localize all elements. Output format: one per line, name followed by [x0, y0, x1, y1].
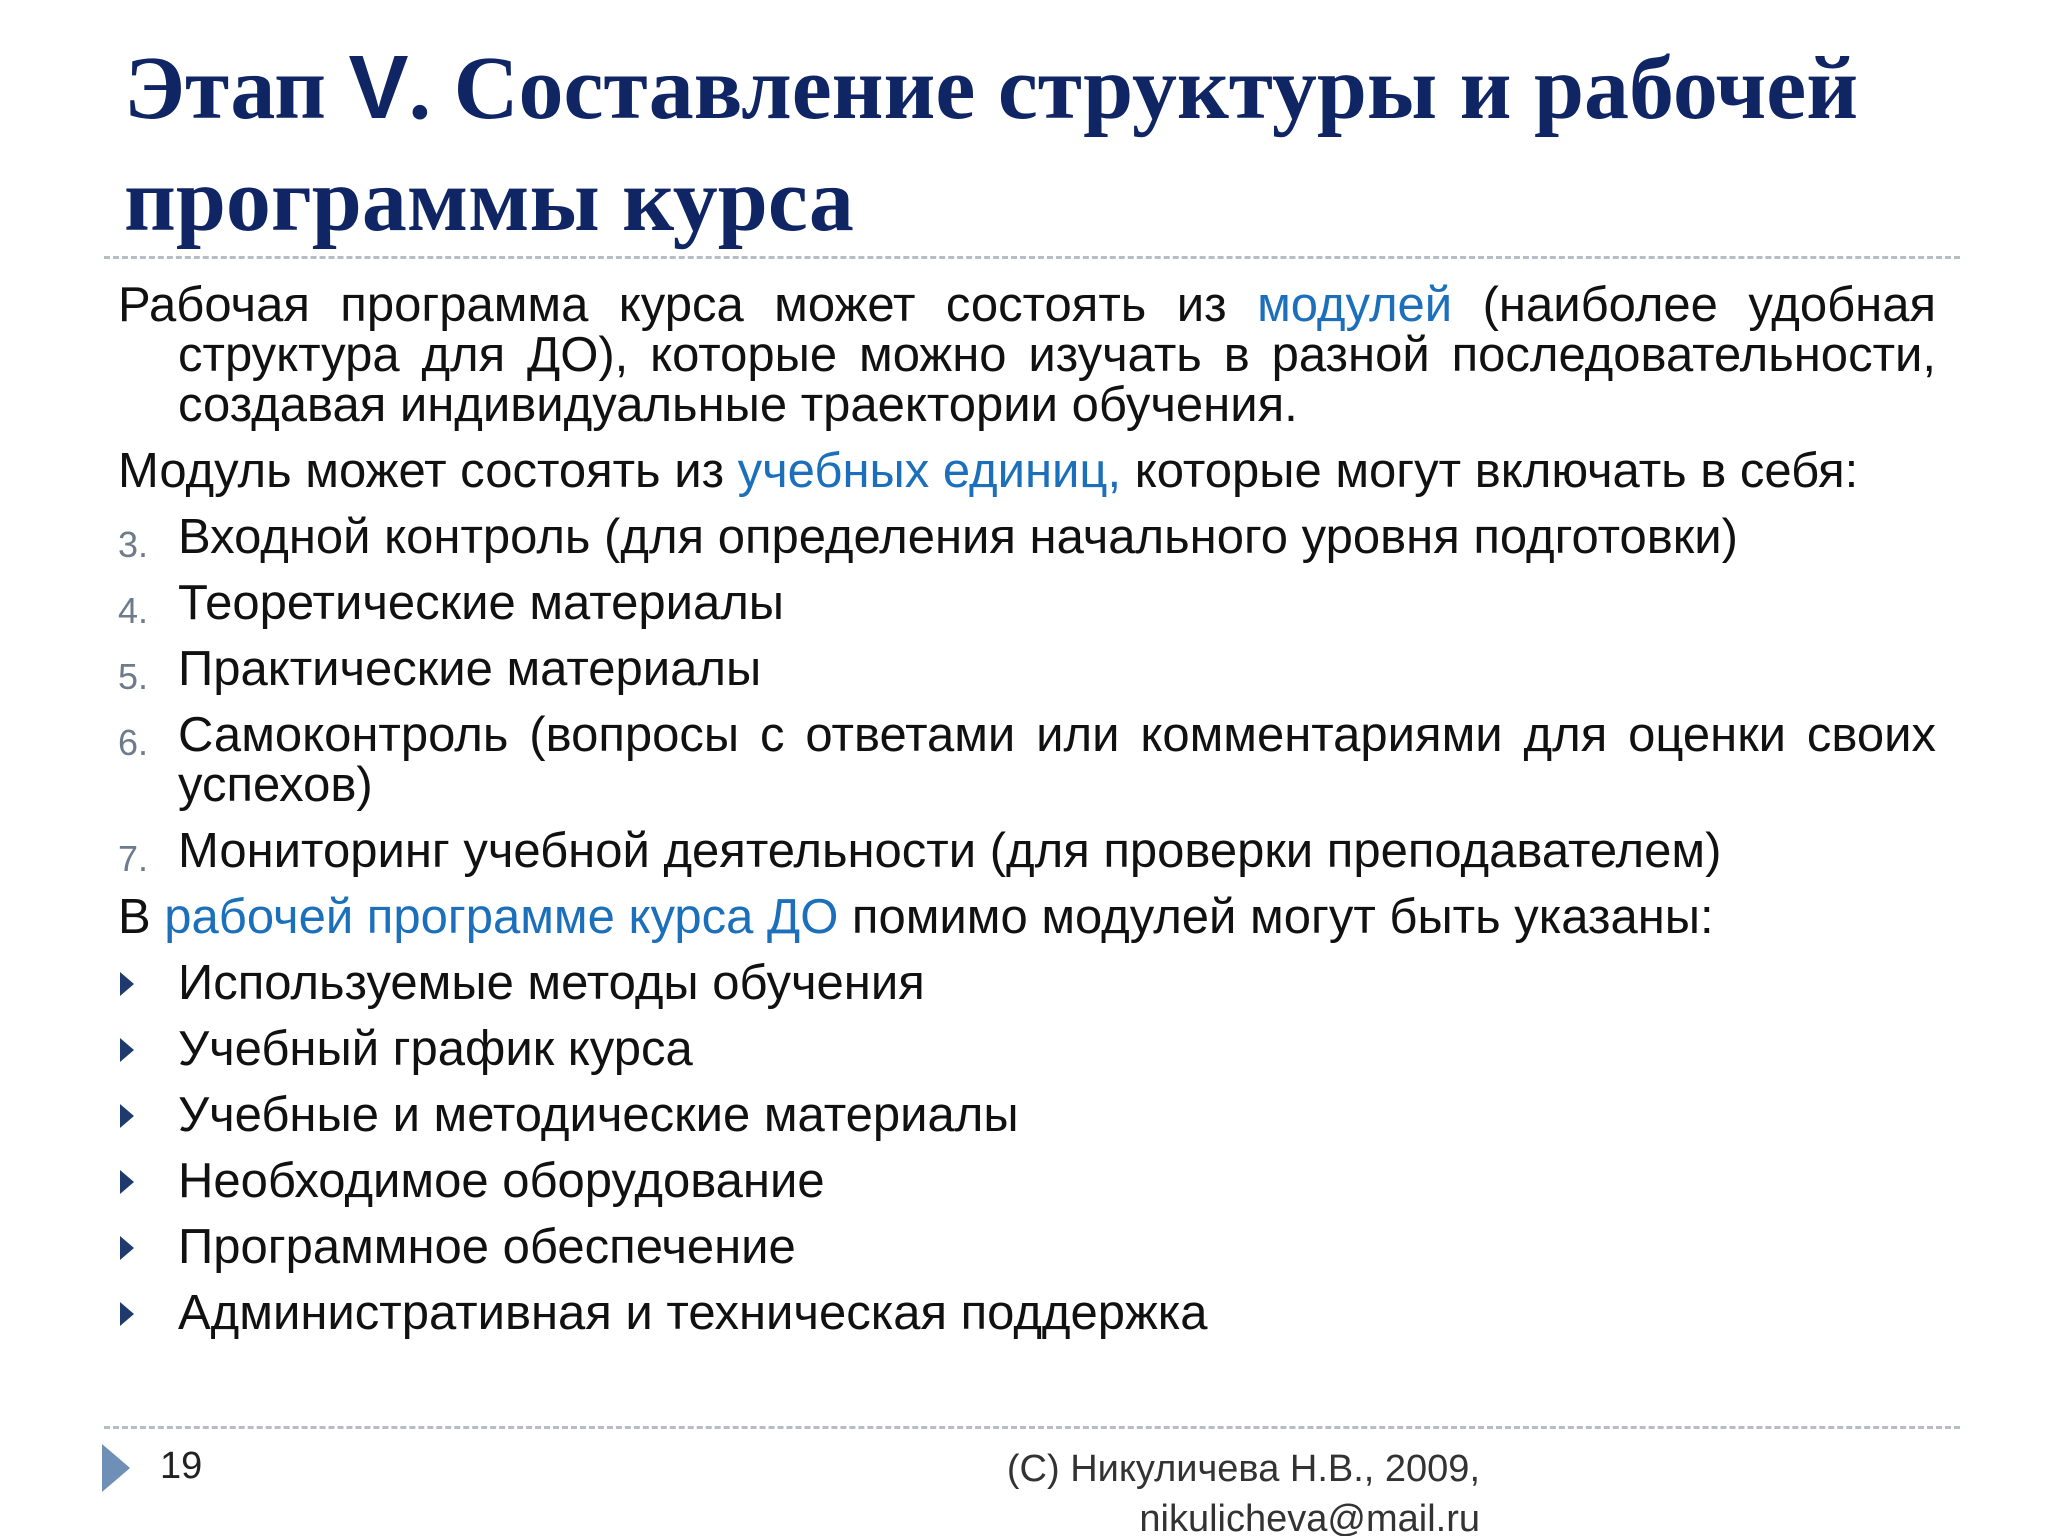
- list-item-text: Административная и техническая поддержка: [178, 1286, 1208, 1340]
- triangle-bullet-icon: [120, 1170, 134, 1194]
- list-item: [118, 1090, 1936, 1140]
- play-triangle-icon: [102, 1444, 130, 1492]
- title-prefix: Этап: [124, 39, 349, 138]
- list-item: [118, 824, 1936, 879]
- list-item: [118, 1024, 1936, 1074]
- list-item: [118, 958, 1936, 1008]
- list-item-text: Теоретические материалы: [178, 576, 785, 630]
- intro-paragraph-modules: [118, 280, 1936, 430]
- list-item-text: Входной контроль (для определения начального уровня подготовки): [178, 510, 1738, 564]
- intro-text: Рабочая программа курса может состоять из: [118, 278, 1258, 332]
- intro-text: (наиболее удобная структура для ДО), которые можно изучать в разной последовательности, создавая индивидуальные траектории обучения.: [178, 278, 1937, 432]
- list-item-text: Программное обеспечение: [178, 1220, 796, 1274]
- author-email: nikulicheva@mail.ru: [1139, 1498, 1480, 1536]
- title-roman-numeral: V: [348, 38, 409, 138]
- bottom-divider: [104, 1426, 1960, 1429]
- program-text: помимо модулей могут быть указаны:: [838, 890, 1714, 944]
- triangle-bullet-icon: [120, 1236, 134, 1260]
- triangle-bullet-icon: [120, 972, 134, 996]
- list-item: [118, 710, 1936, 810]
- list-item: [118, 1222, 1936, 1272]
- slide-title: [124, 32, 1984, 257]
- triangle-bullet-icon: [120, 1302, 134, 1326]
- list-item-text: Практические материалы: [178, 642, 762, 696]
- list-item-number: 4.: [118, 590, 149, 631]
- program-paragraph: [118, 892, 1936, 942]
- list-item-text: Мониторинг учебной деятельности (для проверки преподавателем): [178, 824, 1722, 878]
- list-item-number: 7.: [118, 838, 149, 879]
- intro-text: которые могут включать в себя:: [1121, 444, 1859, 498]
- list-item-text: Используемые методы обучения: [178, 956, 925, 1010]
- list-item-text: Самоконтроль (вопросы с ответами или комментариями для оценки своих успехов): [178, 708, 1936, 812]
- copyright-line: (C) Никуличева Н.В., 2009,: [1006, 1448, 1480, 1490]
- copyright-notice: [880, 1444, 1480, 1536]
- intro-text: Модуль может состоять из: [118, 444, 738, 498]
- bullet-list: [118, 958, 1936, 1338]
- list-item-text: Учебные и методические материалы: [178, 1088, 1019, 1142]
- intro-paragraph-units: [118, 446, 1936, 496]
- triangle-bullet-icon: [120, 1104, 134, 1128]
- page-number: 19: [160, 1445, 203, 1487]
- list-item-text: Учебный график курса: [178, 1022, 693, 1076]
- list-item: [118, 1156, 1936, 1206]
- numbered-list: [118, 510, 1936, 879]
- triangle-bullet-icon: [120, 1038, 134, 1062]
- top-divider: [104, 256, 1960, 259]
- list-item-number: 6.: [118, 722, 149, 763]
- program-highlight: рабочей программе курса ДО: [164, 890, 839, 944]
- list-item-number: 5.: [118, 656, 149, 697]
- list-item-text: Необходимое оборудование: [178, 1154, 825, 1208]
- modules-highlight: модулей: [1257, 278, 1453, 332]
- list-item: [118, 642, 1936, 697]
- units-highlight: учебных единиц,: [737, 444, 1122, 498]
- slide-content: [118, 280, 1936, 1354]
- title-rest: . Составление структуры и рабочей программы курса: [124, 39, 1859, 250]
- list-item: [118, 576, 1936, 631]
- list-item-number: 3.: [118, 524, 149, 565]
- list-item: [118, 1288, 1936, 1338]
- program-text: В: [118, 890, 165, 944]
- list-item: [118, 510, 1936, 565]
